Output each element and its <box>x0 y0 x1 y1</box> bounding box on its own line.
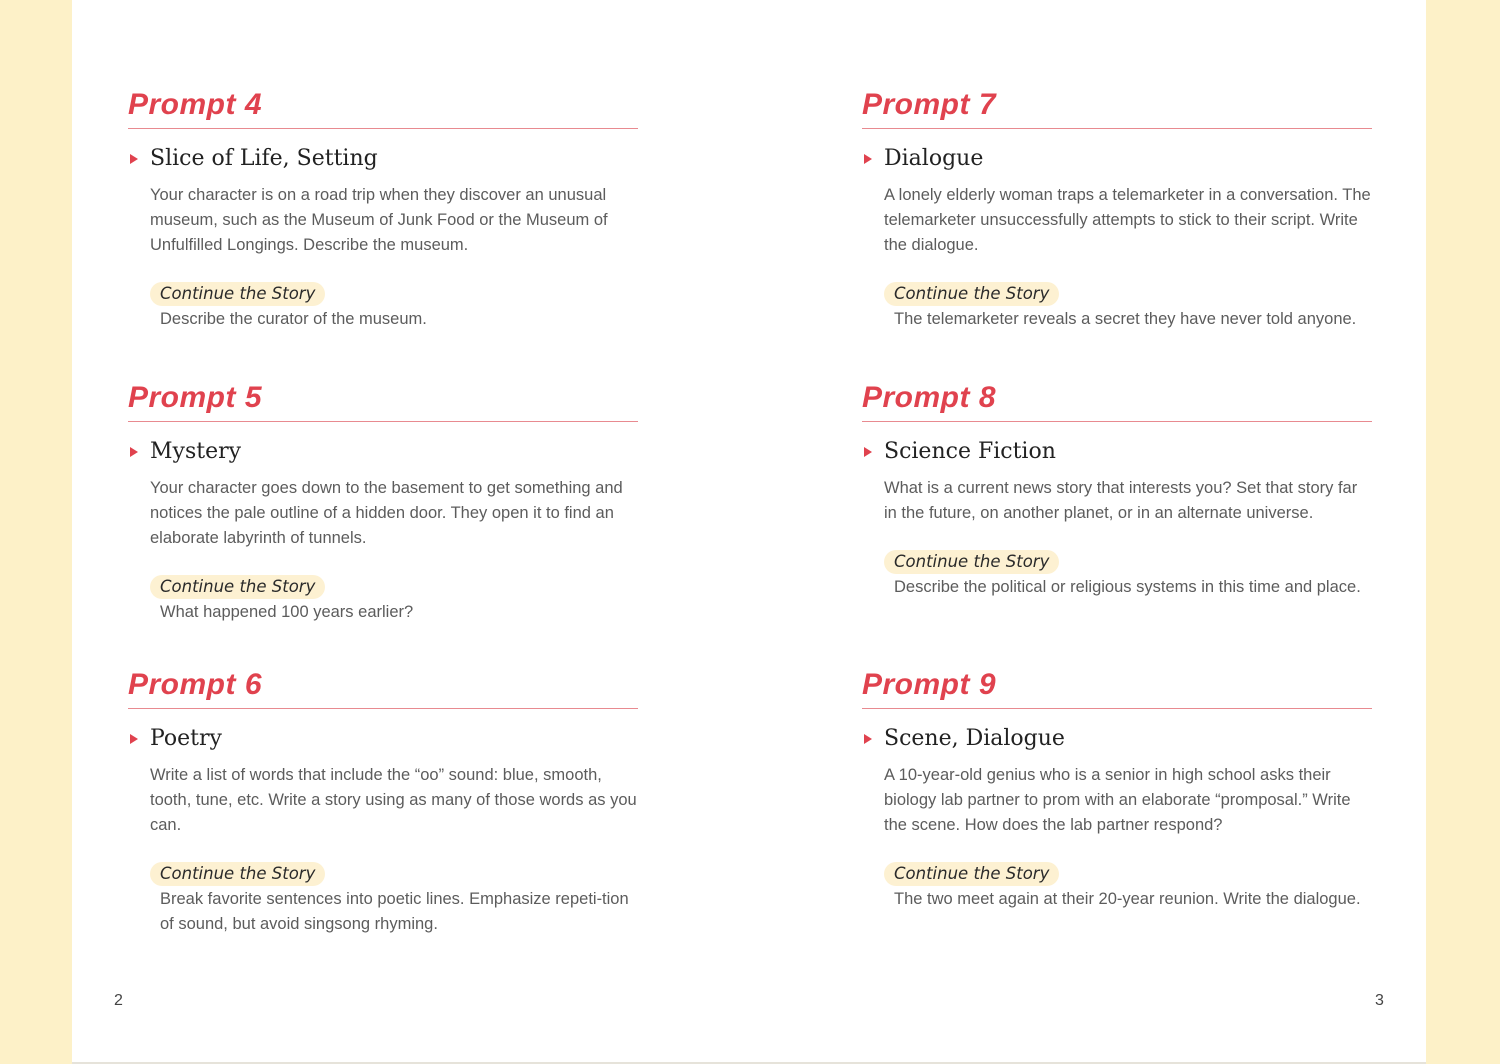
continue-section <box>884 550 1372 600</box>
genre-row <box>128 723 638 755</box>
prompt-card <box>128 668 638 937</box>
page-number-right: 3 <box>1375 992 1384 1009</box>
continue-label: Continue the Story <box>884 862 1059 886</box>
continue-label: Continue the Story <box>150 575 325 599</box>
prompt-genre: Science Fiction <box>884 439 1056 464</box>
prompt-card <box>862 381 1372 600</box>
continue-text: What happened 100 years earlier? <box>160 603 414 621</box>
prompt-card <box>862 668 1372 912</box>
genre-row <box>862 143 1372 175</box>
continue-text: Break favorite sentences into poetic lines. Emphasize repeti-tion of sound, but avoid singsong rhyming. <box>160 890 629 933</box>
genre-row <box>128 436 638 468</box>
prompt-body: Your character is on a road trip when they discover an unusual museum, such as the Museum of Junk Food or the Museum of Unfulfilled Longings. Describe the museum. <box>150 186 608 254</box>
continue-text: The telemarketer reveals a secret they have never told anyone. <box>894 310 1357 328</box>
prompt-card <box>128 88 638 332</box>
prompt-genre: Scene, Dialogue <box>884 726 1065 751</box>
page-edge-right <box>1426 0 1500 1064</box>
continue-label: Continue the Story <box>150 862 325 886</box>
prompt-body: A 10-year-old genius who is a senior in high school asks their biology lab partner to prom with an elaborate “promposal.” Write the scene. How does the lab partner respond? <box>884 766 1351 834</box>
continue-label: Continue the Story <box>884 282 1059 306</box>
prompt-genre: Slice of Life, Setting <box>150 146 378 171</box>
prompt-title: Prompt 5 <box>128 381 638 422</box>
prompt-body: What is a current news story that interests you? Set that story far in the future, on another planet, or in an alternate universe. <box>884 479 1358 522</box>
continue-text: The two meet again at their 20-year reunion. Write the dialogue. <box>894 890 1361 908</box>
continue-label: Continue the Story <box>884 550 1059 574</box>
prompt-title: Prompt 7 <box>862 88 1372 129</box>
prompt-card <box>862 88 1372 332</box>
continue-label: Continue the Story <box>150 282 325 306</box>
genre-row <box>862 723 1372 755</box>
genre-row <box>128 143 638 175</box>
continue-text: Describe the political or religious systems in this time and place. <box>894 578 1361 596</box>
prompt-title: Prompt 4 <box>128 88 638 129</box>
continue-section <box>150 862 638 937</box>
prompt-title: Prompt 9 <box>862 668 1372 709</box>
continue-section <box>884 282 1372 332</box>
prompt-title: Prompt 8 <box>862 381 1372 422</box>
page-number-left: 2 <box>114 992 123 1009</box>
triangle-bullet-icon <box>130 154 138 164</box>
continue-section <box>884 862 1372 912</box>
triangle-bullet-icon <box>864 154 872 164</box>
book-spread <box>72 0 1426 1064</box>
prompt-body: A lonely elderly woman traps a telemarketer in a conversation. The telemarketer unsuccessfully attempts to stick to their script. Write the dialogue. <box>884 186 1371 254</box>
triangle-bullet-icon <box>864 734 872 744</box>
prompt-card <box>128 381 638 625</box>
triangle-bullet-icon <box>130 447 138 457</box>
prompt-genre: Poetry <box>150 726 222 751</box>
prompt-body: Your character goes down to the basement to get something and notices the pale outline of a hidden door. They open it to find an elaborate labyrinth of tunnels. <box>150 479 623 547</box>
continue-section <box>150 282 638 332</box>
continue-section <box>150 575 638 625</box>
prompt-title: Prompt 6 <box>128 668 638 709</box>
continue-text: Describe the curator of the museum. <box>160 310 427 328</box>
triangle-bullet-icon <box>130 734 138 744</box>
prompt-body: Write a list of words that include the “oo” sound: blue, smooth, tooth, tune, etc. Write a story using as many of those words as you can. <box>150 766 637 834</box>
triangle-bullet-icon <box>864 447 872 457</box>
prompt-genre: Mystery <box>150 439 242 464</box>
page-edge-left <box>0 0 72 1064</box>
prompt-genre: Dialogue <box>884 146 984 171</box>
genre-row <box>862 436 1372 468</box>
